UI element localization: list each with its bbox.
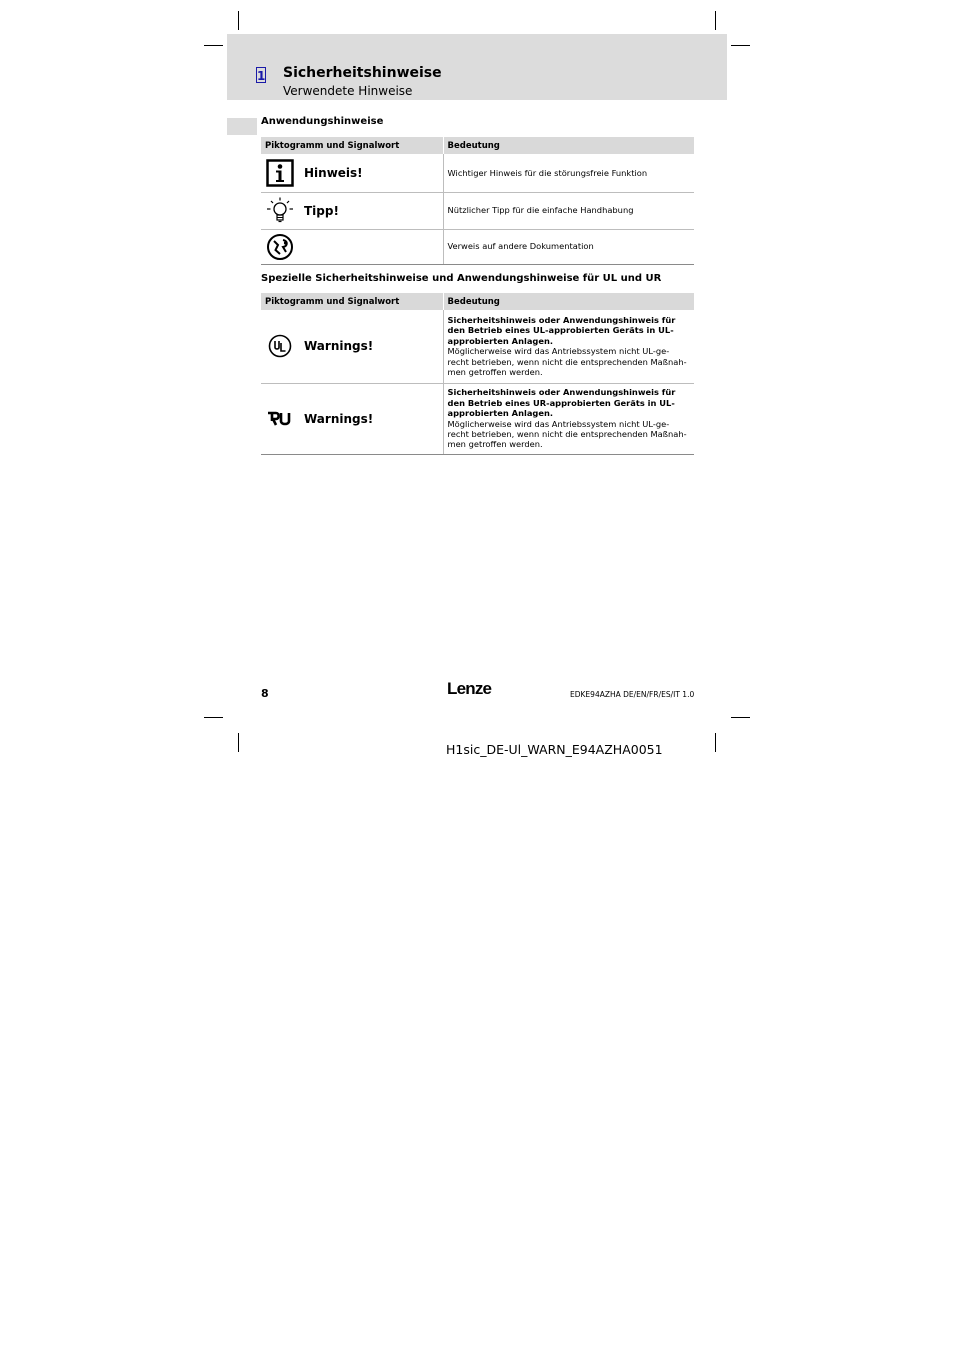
side-tab [227, 118, 257, 135]
ur-recognized-icon [261, 411, 299, 427]
table-row [261, 310, 694, 383]
table-row [261, 154, 694, 192]
crop-mark [238, 11, 239, 30]
column-header-piktogramm: Piktogramm und Signalwort [261, 137, 443, 154]
info-icon [261, 159, 299, 187]
crop-mark [204, 717, 223, 718]
picto-cell [261, 154, 443, 192]
meaning-cell [443, 310, 694, 383]
page-subtitle: Verwendete Hinweise [283, 84, 413, 98]
picto-cell [261, 229, 443, 264]
meaning-text [444, 387, 695, 449]
section-heading-anwendungshinweise: Anwendungshinweise [261, 116, 384, 127]
table-header-row [261, 293, 694, 310]
crop-mark [731, 45, 750, 46]
page-title: Sicherheitshinweise [283, 65, 442, 81]
picto-cell [261, 383, 443, 454]
column-header-piktogramm: Piktogramm und Signalwort [261, 293, 443, 310]
column-header-bedeutung: Bedeutung [443, 137, 694, 154]
lightbulb-icon [261, 196, 299, 226]
meaning-text [444, 315, 695, 377]
meaning-cell [443, 229, 694, 264]
meaning-text: Wichtiger Hinweis für die störungsfreie Funktion [447, 167, 648, 178]
picto-cell [261, 192, 443, 229]
signal-word-warnings-ul: Warnings! [304, 339, 374, 354]
section-heading-ul-ur: Spezielle Sicherheitshinweise und Anwendungshinweise für UL und UR [261, 273, 662, 284]
signal-word-tipp: Tipp! [304, 203, 339, 218]
document-code: EDKE94AZHA DE/EN/FR/ES/IT 1.0 [570, 690, 695, 699]
page-number: 8 [261, 687, 269, 700]
crop-mark [715, 11, 716, 30]
meaning-normal-text: Möglicherweise wird das Antriebssystem nicht UL-ge-recht betrieben, wenn nicht die entsprechenden Maßnah-men getroffen werden. [447, 346, 687, 378]
table-row [261, 383, 694, 454]
crop-mark [204, 45, 223, 46]
signal-word-hinweis: Hinweis! [304, 165, 363, 180]
picto-cell [261, 310, 443, 383]
meaning-text: Nützlicher Tipp für die einfache Handhabung [447, 205, 634, 216]
table-row [261, 192, 694, 229]
table-row [261, 229, 694, 264]
crop-mark [715, 733, 716, 752]
meaning-cell [443, 383, 694, 454]
chapter-number[interactable]: 1 [257, 69, 266, 83]
meaning-normal-text: Möglicherweise wird das Antriebssystem nicht UL-ge-recht betrieben, wenn nicht die entsprechenden Maßnah-men getroffen werden. [447, 418, 687, 450]
table-header-row [261, 137, 694, 154]
crop-mark [731, 717, 750, 718]
brand-logo: Lenze [447, 679, 492, 698]
meaning-bold-text: Sicherheitshinweis oder Anwendungshinweis für den Betrieb eines UR-approbierten Geräts in UL-approbierten Anlagen. [447, 387, 676, 419]
table-anwendungshinweise [261, 137, 695, 265]
file-name-label: H1sic_DE-Ul_WARN_E94AZHA0051 [446, 742, 663, 757]
reference-icon [261, 233, 299, 261]
column-header-bedeutung: Bedeutung [443, 293, 694, 310]
meaning-cell [443, 154, 694, 192]
crop-mark [238, 733, 239, 752]
meaning-bold-text: Sicherheitshinweis oder Anwendungshinweis für den Betrieb eines UL-approbierten Geräts in UL-approbierten Anlagen. [447, 315, 676, 346]
meaning-cell [443, 192, 694, 229]
signal-word-warnings-ur: Warnings! [304, 411, 374, 426]
ul-listed-icon [261, 334, 299, 358]
table-ul-ur [261, 293, 695, 455]
meaning-text: Verweis auf andere Dokumentation [447, 241, 594, 252]
